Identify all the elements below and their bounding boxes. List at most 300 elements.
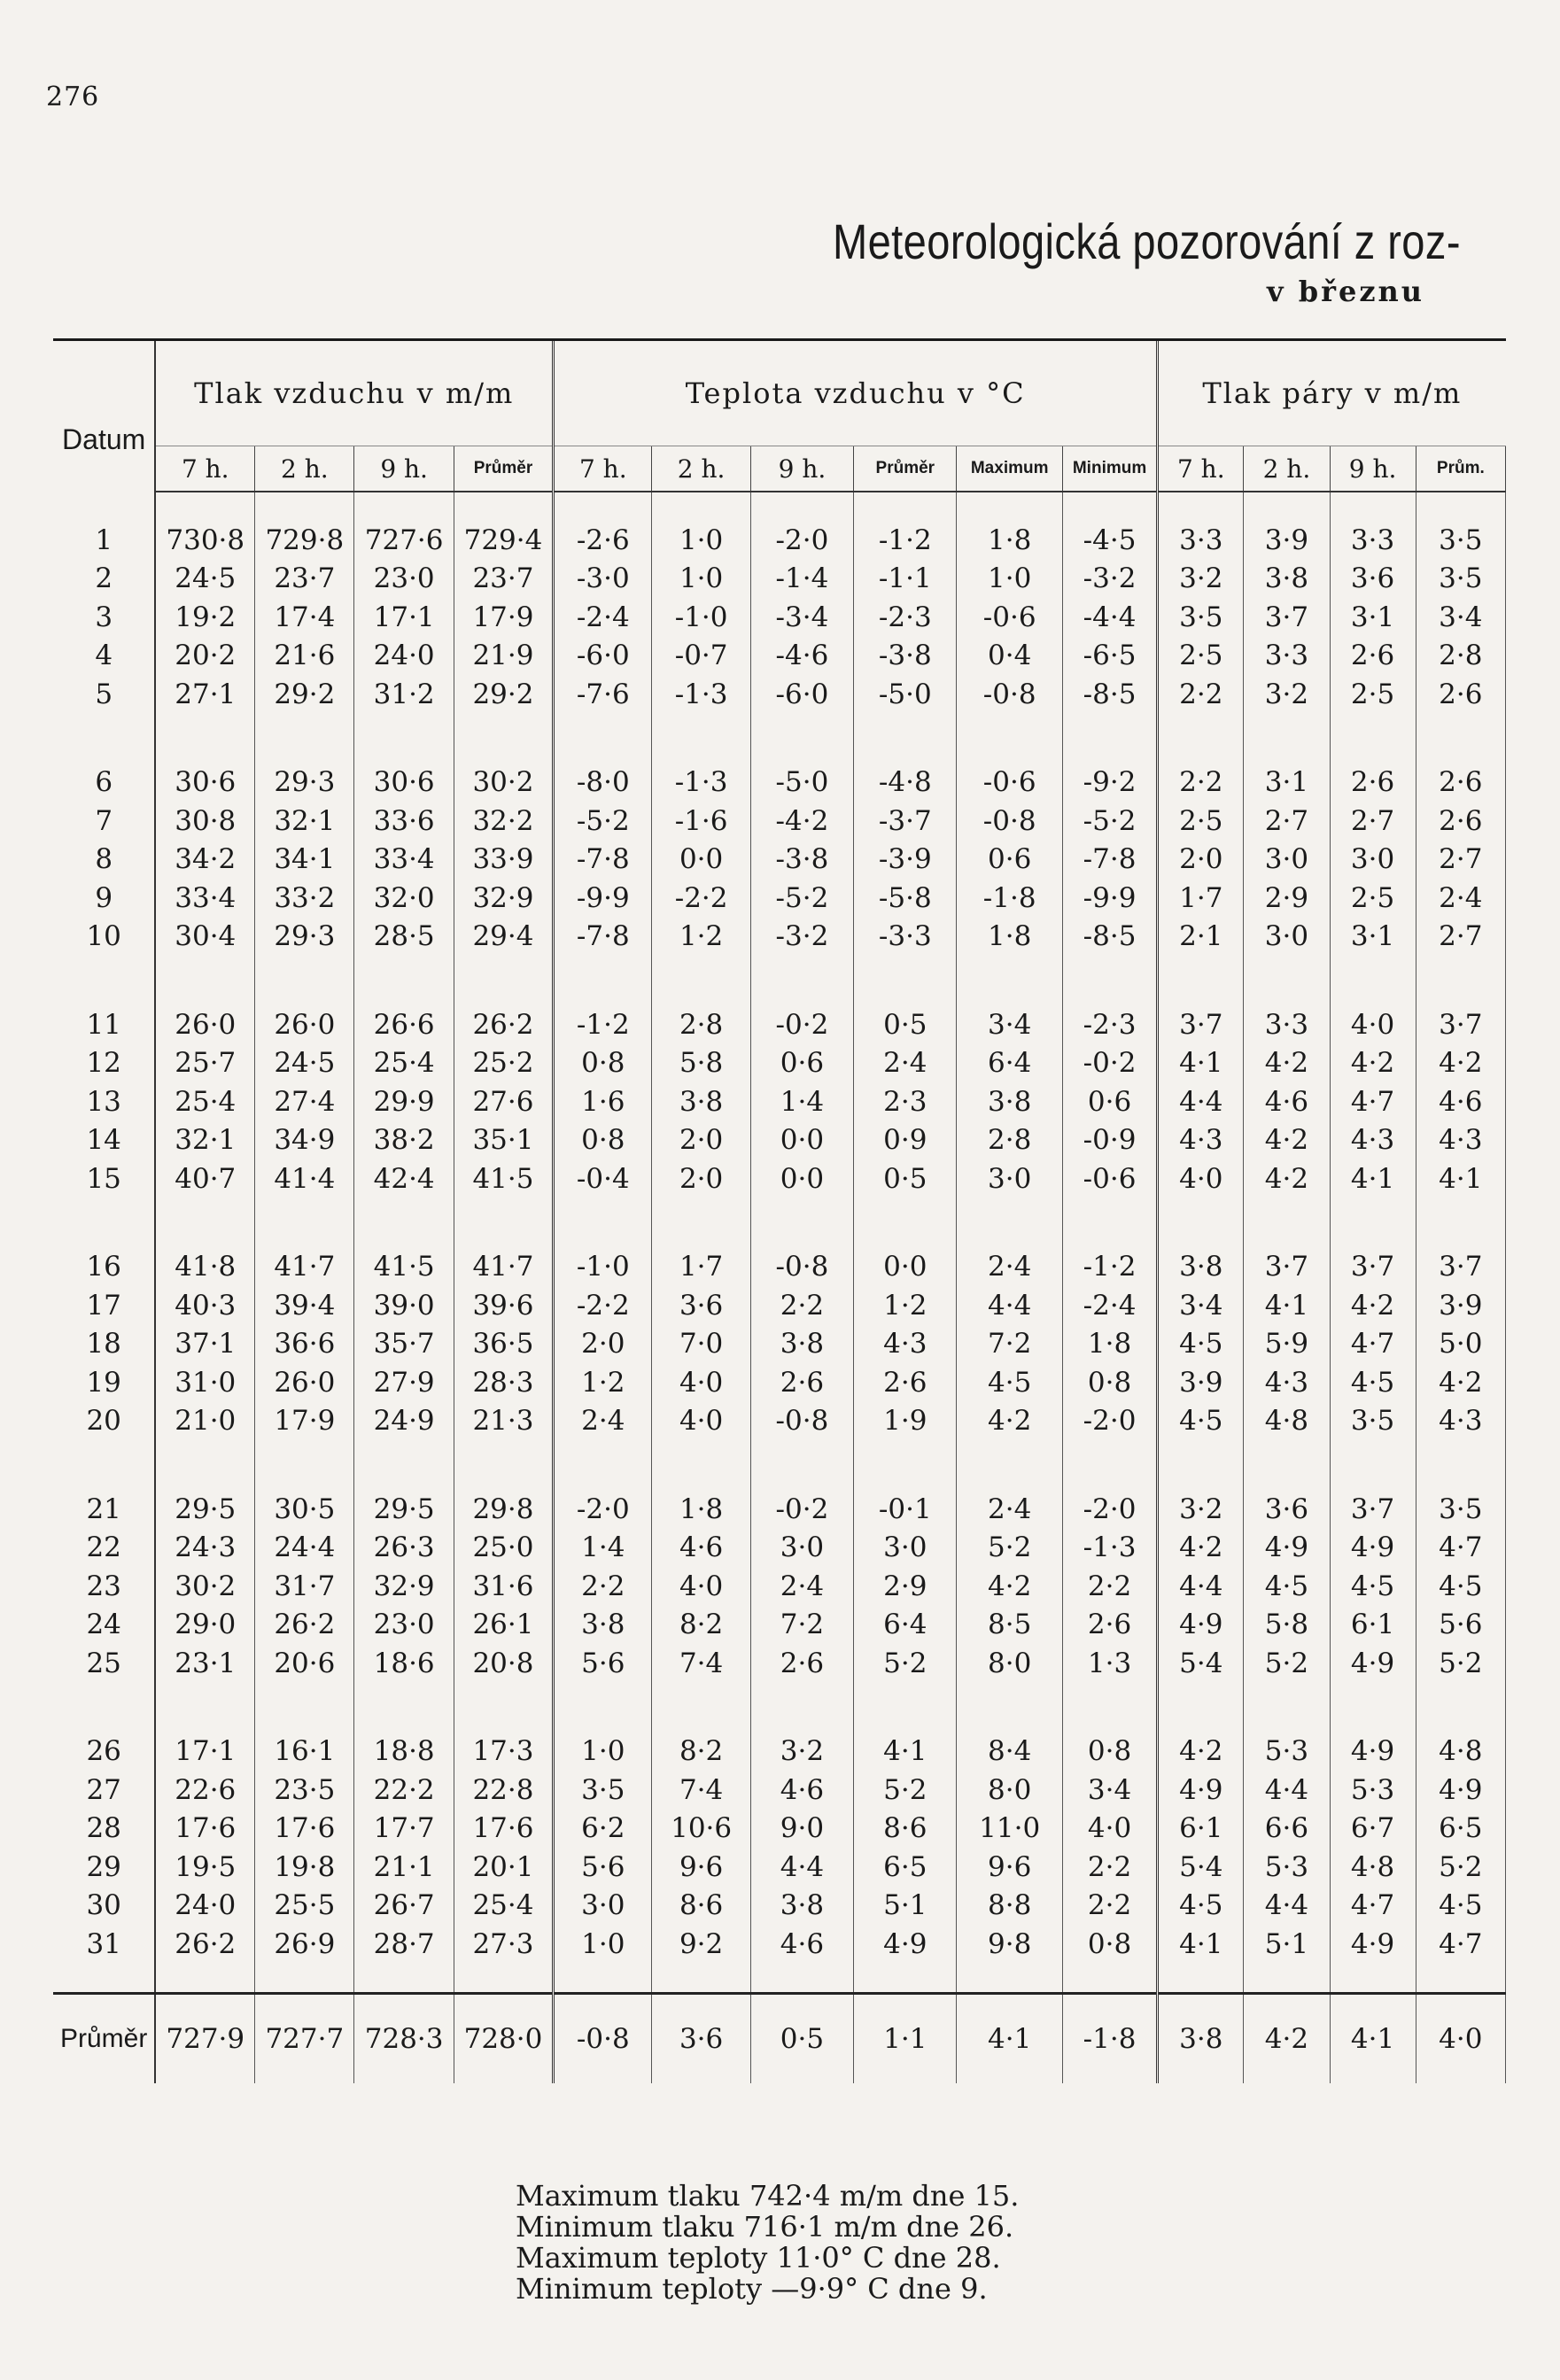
date-cell: 14 [53,1121,155,1160]
temperature-cell: 2·0 [652,1121,750,1160]
vapour-cell: 4·1 [1330,1159,1416,1198]
temperature-cell: 5·2 [854,1771,957,1810]
pressure-cell: 27·6 [454,1082,553,1121]
temperature-cell: -1·8 [1062,1993,1157,2083]
temperature-cell: 2·2 [554,1567,652,1606]
vapour-cell: 3·9 [1416,1286,1505,1325]
pressure-cell: 22·6 [155,1771,254,1810]
vapour-cell: 4·5 [1158,1325,1244,1364]
temperature-cell: 3·0 [750,1529,853,1568]
temperature-cell: 5·2 [854,1644,957,1683]
temperature-cell: -4·8 [854,764,957,802]
pressure-cell: 41·4 [255,1159,354,1198]
pressure-cell: 729·8 [255,521,354,560]
pressure-cell: 19·8 [255,1848,354,1887]
vapour-cell: 2·7 [1416,841,1505,880]
temperature-cell: -0·8 [750,1248,853,1287]
pressure-cell: 31·7 [255,1567,354,1606]
pressure-cell: 20·8 [454,1644,553,1683]
pressure-cell: 19·5 [155,1848,254,1887]
temperature-cell: -0·2 [750,1490,853,1529]
date-cell: 24 [53,1606,155,1645]
temperature-cell: 1·8 [957,521,1062,560]
pressure-cell: 40·7 [155,1159,254,1198]
pressure-cell: 24·4 [255,1529,354,1568]
temperature-cell: 6·4 [854,1606,957,1645]
date-cell: 19 [53,1363,155,1402]
vapour-cell: 3·3 [1330,521,1416,560]
temperature-cell: -3·0 [554,560,652,599]
pressure-cell: 24·5 [155,560,254,599]
temperature-cell: 3·8 [750,1887,853,1926]
vapour-cell: 4·4 [1244,1887,1330,1926]
date-cell: 23 [53,1567,155,1606]
vapour-cell: 3·1 [1244,764,1330,802]
table-row [53,521,1506,560]
vapour-cell: 3·0 [1330,841,1416,880]
vapour-cell: 3·4 [1416,598,1505,637]
temperature-cell: -1·6 [652,802,750,841]
pressure-cell: 728·0 [454,1993,553,2083]
pressure-cell: 17·1 [155,1733,254,1771]
vapour-cell: 3·8 [1158,1248,1244,1287]
temperature-cell: -1·4 [750,560,853,599]
temperature-cell: -6·0 [750,675,853,714]
temperature-cell: -5·2 [750,879,853,918]
date-cell: 15 [53,1159,155,1198]
temperature-cell: 2·2 [1062,1887,1157,1926]
pressure-cell: 27·1 [155,675,254,714]
pressure-cell: 25·2 [454,1044,553,1083]
table-row [53,1402,1506,1441]
temperature-cell: 0·6 [957,841,1062,880]
table-row [53,802,1506,841]
table-row [53,1606,1506,1645]
temperature-cell: -8·5 [1062,675,1157,714]
date-cell: 9 [53,879,155,918]
temperature-cell: 7·0 [652,1325,750,1364]
temperature-cell: 3·6 [652,1286,750,1325]
pressure-cell: 36·6 [255,1325,354,1364]
table-row [53,1325,1506,1364]
vapour-cell: 4·3 [1330,1121,1416,1160]
vapour-cell: 3·7 [1244,1248,1330,1287]
vapour-cell: 3·5 [1158,598,1244,637]
vapour-cell: 3·7 [1330,1490,1416,1529]
date-cell: 1 [53,521,155,560]
temperature-cell: -2·2 [652,879,750,918]
temperature-cell: 0·0 [652,841,750,880]
pressure-cell: 29·2 [454,675,553,714]
temperature-cell: 11·0 [957,1810,1062,1849]
pressure-cell: 22·2 [354,1771,454,1810]
vapour-cell: 3·3 [1244,637,1330,676]
temperature-cell: -5·8 [854,879,957,918]
pressure-cell: 23·7 [454,560,553,599]
temperature-cell: 4·0 [652,1567,750,1606]
pressure-cell: 30·6 [354,764,454,802]
temperature-cell: 6·2 [554,1810,652,1849]
pressure-cell: 27·3 [454,1925,553,1964]
temperature-cell: 2·0 [554,1325,652,1364]
pressure-group-header: Tlak vzduchu v m/m [155,341,553,446]
pressure-cell: 41·5 [454,1159,553,1198]
vapour-cell: 4·9 [1158,1606,1244,1645]
temperature-cell: 3·4 [1062,1771,1157,1810]
pressure-cell: 36·5 [454,1325,553,1364]
temperature-cell: 7·4 [652,1644,750,1683]
vapour-cell: 4·2 [1416,1363,1505,1402]
table-row [53,1733,1506,1771]
pressure-cell: 32·1 [255,802,354,841]
temperature-group-header: Teplota vzduchu v °C [554,341,1158,446]
pressure-cell: 21·3 [454,1402,553,1441]
pressure-cell: 28·3 [454,1363,553,1402]
page-number: 276 [46,81,100,112]
vapour-cell: 4·9 [1330,1644,1416,1683]
pressure-cell: 24·3 [155,1529,254,1568]
vapour-cell: 2·5 [1330,675,1416,714]
temperature-cell: 0·8 [1062,1733,1157,1771]
note-min-pressure: Minimum tlaku 716·1 m/m dne 26. [516,2210,1014,2244]
vapour-cell: 2·9 [1244,879,1330,918]
vapour-cell: 2·6 [1416,675,1505,714]
temperature-cell: -1·2 [1062,1248,1157,1287]
temperature-cell: -3·7 [854,802,957,841]
temperature-cell: 2·6 [750,1644,853,1683]
table-row [53,1925,1506,1964]
pressure-cell: 25·4 [454,1887,553,1926]
pressure-cell: 729·4 [454,521,553,560]
temperature-cell: 6·5 [854,1848,957,1887]
vapour-cell: 5·3 [1244,1733,1330,1771]
temperature-cell: 1·0 [554,1733,652,1771]
pressure-cell: 17·4 [255,598,354,637]
temperature-cell: 4·0 [652,1363,750,1402]
vapour-cell: 2·0 [1158,841,1244,880]
pressure-cell: 29·4 [454,918,553,957]
temperature-cell: 1·4 [554,1529,652,1568]
table-row [53,1159,1506,1198]
page-title: Meteorologická pozorování z roz- [833,213,1461,269]
vapour-cell: 3·1 [1330,598,1416,637]
pressure-cell: 20·6 [255,1644,354,1683]
temperature-cell: 3·5 [554,1771,652,1810]
temp-7h-header: 7 h. [554,446,652,492]
vapour-cell: 4·2 [1244,1159,1330,1198]
temperature-cell: -0·1 [854,1490,957,1529]
temperature-cell: 5·2 [957,1529,1062,1568]
temperature-cell: 8·4 [957,1733,1062,1771]
temperature-cell: 4·6 [750,1925,853,1964]
temperature-cell: 1·2 [554,1363,652,1402]
temperature-cell: 1·0 [652,560,750,599]
vapour-cell: 4·8 [1244,1402,1330,1441]
temperature-cell: 0·5 [854,1005,957,1044]
vapour-2h-header: 2 h. [1244,446,1330,492]
vapour-cell: 3·5 [1330,1402,1416,1441]
pressure-cell: 28·5 [354,918,454,957]
temperature-cell: 7·2 [750,1606,853,1645]
temperature-cell: 9·6 [957,1848,1062,1887]
temperature-cell: 1·8 [957,918,1062,957]
table-row [53,1848,1506,1887]
table-row [53,1771,1506,1810]
temperature-cell: -7·8 [554,841,652,880]
vapour-cell: 3·5 [1416,521,1505,560]
vapour-cell: 4·2 [1244,1993,1330,2083]
temperature-cell: -2·0 [554,1490,652,1529]
temperature-cell: 8·5 [957,1606,1062,1645]
pressure-cell: 39·6 [454,1286,553,1325]
vapour-cell: 2·1 [1158,918,1244,957]
pressure-cell: 37·1 [155,1325,254,1364]
pressure-cell: 29·9 [354,1082,454,1121]
temperature-cell: -3·8 [854,637,957,676]
block-spacer [53,714,1506,764]
table-row [53,598,1506,637]
temperature-cell: 0·5 [854,1159,957,1198]
temperature-cell: 3·0 [854,1529,957,1568]
pressure-cell: 17·1 [354,598,454,637]
temperature-cell: -4·6 [750,637,853,676]
table-row [53,1082,1506,1121]
temperature-cell: 0·0 [854,1248,957,1287]
pressure-cell: 728·3 [354,1993,454,2083]
temperature-cell: -5·2 [1062,802,1157,841]
table-row [53,1810,1506,1849]
pressure-cell: 21·6 [255,637,354,676]
vapour-cell: 5·8 [1244,1606,1330,1645]
table-row [53,879,1506,918]
temperature-cell: 9·0 [750,1810,853,1849]
date-cell: 13 [53,1082,155,1121]
vapour-cell: 4·3 [1158,1121,1244,1160]
pressure-9h-header: 9 h. [354,446,454,492]
block-spacer [53,1683,1506,1733]
date-cell: 7 [53,802,155,841]
pressure-cell: 727·7 [255,1993,354,2083]
block-spacer [53,492,1506,521]
date-cell: 3 [53,598,155,637]
pressure-cell: 17·7 [354,1810,454,1849]
date-cell: 27 [53,1771,155,1810]
table-row [53,841,1506,880]
temperature-cell: 0·0 [750,1159,853,1198]
temperature-cell: 2·4 [854,1044,957,1083]
pressure-cell: 31·6 [454,1567,553,1606]
vapour-cell: 4·7 [1330,1887,1416,1926]
pressure-cell: 27·4 [255,1082,354,1121]
pressure-cell: 23·7 [255,560,354,599]
vapour-cell: 3·7 [1158,1005,1244,1044]
pressure-cell: 24·0 [155,1887,254,1926]
pressure-cell: 727·6 [354,521,454,560]
vapour-cell: 3·2 [1244,675,1330,714]
pressure-cell: 22·8 [454,1771,553,1810]
vapour-cell: 2·8 [1416,637,1505,676]
vapour-cell: 3·8 [1158,1993,1244,2083]
temperature-cell: -3·8 [750,841,853,880]
datum-header: Datum [53,341,155,492]
temperature-cell: 0·8 [554,1044,652,1083]
temperature-cell: 0·0 [750,1121,853,1160]
temperature-cell: 2·8 [652,1005,750,1044]
vapour-cell: 4·1 [1330,1993,1416,2083]
pressure-cell: 30·4 [155,918,254,957]
temperature-cell: 2·8 [957,1121,1062,1160]
pressure-cell: 26·2 [454,1005,553,1044]
date-cell: 21 [53,1490,155,1529]
temperature-cell: -0·6 [957,598,1062,637]
temperature-cell: -4·5 [1062,521,1157,560]
temperature-cell: 2·4 [750,1567,853,1606]
pressure-cell: 34·9 [255,1121,354,1160]
pressure-cell: 42·4 [354,1159,454,1198]
temperature-cell: 4·1 [854,1733,957,1771]
temperature-cell: 2·4 [957,1490,1062,1529]
pressure-cell: 17·6 [454,1810,553,1849]
vapour-cell: 3·0 [1244,841,1330,880]
block-spacer [53,1964,1506,1994]
temperature-cell: -0·8 [957,675,1062,714]
pressure-cell: 35·1 [454,1121,553,1160]
temperature-cell: 2·6 [854,1363,957,1402]
block-spacer [53,956,1506,1005]
vapour-cell: 5·2 [1244,1644,1330,1683]
pressure-cell: 21·9 [454,637,553,676]
temp-mean-header: Průměr [854,446,957,492]
vapour-cell: 4·9 [1416,1771,1505,1810]
pressure-cell: 17·9 [454,598,553,637]
table-row [53,675,1506,714]
vapour-cell: 3·3 [1158,521,1244,560]
temperature-cell: -0·8 [750,1402,853,1441]
vapour-cell: 5·0 [1416,1325,1505,1364]
vapour-cell: 4·9 [1330,1529,1416,1568]
vapour-cell: 4·4 [1158,1567,1244,1606]
vapour-cell: 3·2 [1158,560,1244,599]
temperature-cell: 1·0 [554,1925,652,1964]
temperature-cell: 9·8 [957,1925,1062,1964]
temperature-cell: -1·8 [957,879,1062,918]
temperature-cell: 3·0 [554,1887,652,1926]
date-cell: 2 [53,560,155,599]
temperature-cell: -0·8 [957,802,1062,841]
temperature-cell: -2·0 [750,521,853,560]
temperature-cell: 4·4 [957,1286,1062,1325]
pressure-cell: 24·9 [354,1402,454,1441]
vapour-cell: 4·0 [1158,1159,1244,1198]
date-cell: 16 [53,1248,155,1287]
table-row [53,1567,1506,1606]
temperature-cell: 1·2 [652,918,750,957]
temperature-cell: 8·2 [652,1606,750,1645]
temperature-cell: 0·8 [1062,1925,1157,1964]
vapour-cell: 3·6 [1330,560,1416,599]
date-cell: 11 [53,1005,155,1044]
pressure-cell: 25·5 [255,1887,354,1926]
temperature-cell: 0·6 [1062,1082,1157,1121]
pressure-cell: 39·0 [354,1286,454,1325]
temperature-cell: 1·2 [854,1286,957,1325]
pressure-cell: 25·7 [155,1044,254,1083]
vapour-cell: 4·7 [1416,1925,1505,1964]
temperature-cell: 3·0 [957,1159,1062,1198]
temperature-cell: 2·3 [854,1082,957,1121]
pressure-cell: 20·2 [155,637,254,676]
temperature-cell: 2·0 [652,1159,750,1198]
pressure-cell: 26·2 [155,1925,254,1964]
pressure-cell: 727·9 [155,1993,254,2083]
temperature-cell: 3·8 [957,1082,1062,1121]
vapour-cell: 2·7 [1416,918,1505,957]
temperature-cell: 2·6 [750,1363,853,1402]
pressure-cell: 29·0 [155,1606,254,1645]
temperature-cell: 0·5 [750,1993,853,2083]
vapour-cell: 4·8 [1330,1848,1416,1887]
temperature-cell: -3·3 [854,918,957,957]
vapour-cell: 2·6 [1330,764,1416,802]
pressure-cell: 29·5 [155,1490,254,1529]
vapour-cell: 4·1 [1158,1044,1244,1083]
temperature-cell: 4·6 [652,1529,750,1568]
temperature-cell: -1·1 [854,560,957,599]
vapour-cell: 4·5 [1158,1887,1244,1926]
vapour-cell: 3·9 [1244,521,1330,560]
temperature-cell: 4·0 [652,1402,750,1441]
vapour-cell: 5·4 [1158,1848,1244,1887]
table-row [53,560,1506,599]
pressure-cell: 34·1 [255,841,354,880]
temperature-cell: 0·4 [957,637,1062,676]
vapour-cell: 4·3 [1416,1121,1505,1160]
temperature-cell: 1·9 [854,1402,957,1441]
pressure-cell: 33·2 [255,879,354,918]
temperature-cell: 8·6 [652,1887,750,1926]
vapour-cell: 4·7 [1330,1325,1416,1364]
temperature-cell: 5·8 [652,1044,750,1083]
vapour-cell: 3·4 [1158,1286,1244,1325]
temperature-cell: -1·0 [652,598,750,637]
pressure-cell: 26·0 [255,1005,354,1044]
temperature-cell: 1·3 [1062,1644,1157,1683]
table-row [53,1887,1506,1926]
temperature-cell: -2·3 [1062,1005,1157,1044]
pressure-cell: 30·8 [155,802,254,841]
vapour-cell: 4·6 [1244,1082,1330,1121]
temperature-cell: 8·8 [957,1887,1062,1926]
table-row [53,764,1506,802]
temperature-cell: 2·9 [854,1567,957,1606]
temperature-cell: 4·0 [1062,1810,1157,1849]
pressure-cell: 29·3 [255,918,354,957]
pressure-cell: 19·2 [155,598,254,637]
vapour-cell: 4·5 [1330,1363,1416,1402]
pressure-cell: 32·9 [454,879,553,918]
temperature-cell: 4·1 [957,1993,1062,2083]
temperature-cell: 4·2 [957,1567,1062,1606]
temperature-cell: 1·4 [750,1082,853,1121]
temperature-cell: -3·9 [854,841,957,880]
pressure-cell: 17·6 [155,1810,254,1849]
temperature-cell: 0·8 [1062,1363,1157,1402]
vapour-cell: 4·9 [1330,1733,1416,1771]
temperature-cell: 4·9 [854,1925,957,1964]
vapour-cell: 4·5 [1416,1887,1505,1926]
note-min-temp: Minimum teploty —9·9° C dne 9. [516,2272,988,2306]
pressure-cell: 33·9 [454,841,553,880]
